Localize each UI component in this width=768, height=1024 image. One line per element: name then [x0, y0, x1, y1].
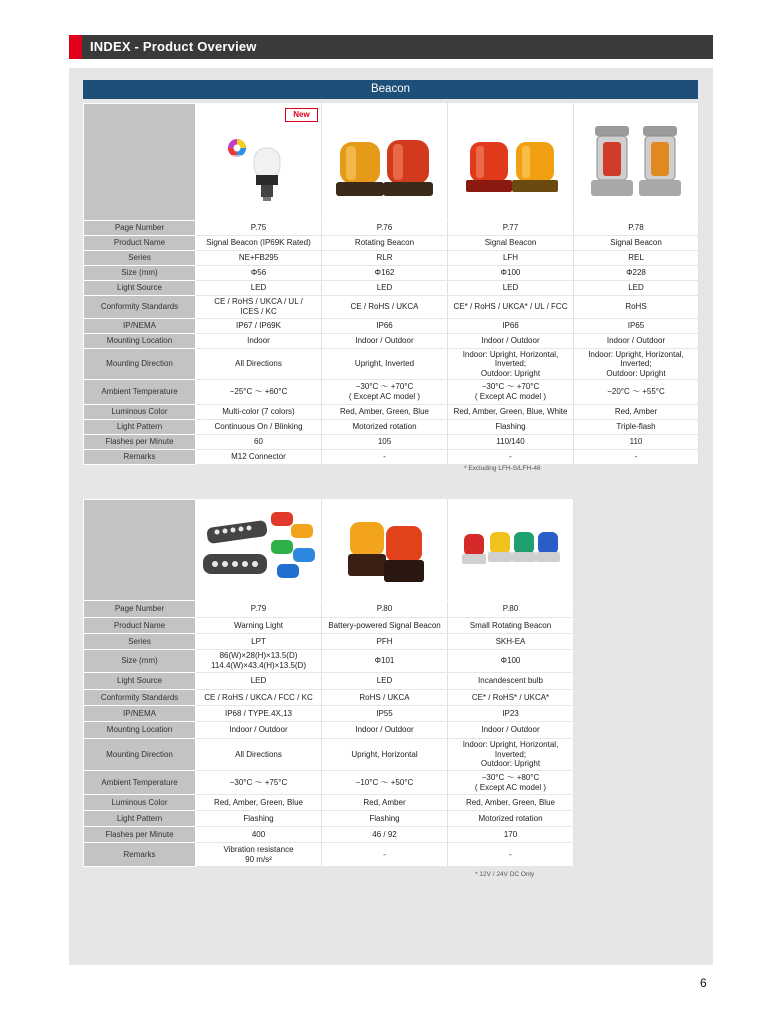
cell-mounting-direction [448, 349, 574, 380]
cell-ambient [322, 380, 448, 405]
label-ambient: Ambient Temperature [84, 771, 196, 795]
small-rotating-beacon-icon [456, 502, 566, 598]
label-flashes: Flashes per Minute [84, 435, 196, 450]
cell-light-pattern: Flashing [448, 420, 574, 435]
warning-light-icon [199, 502, 319, 598]
ambient-line: −30°C ～ +70°C [481, 382, 540, 392]
header-accent [69, 35, 82, 59]
row-flashes [84, 827, 574, 843]
cell-mounting-direction: Upright, Inverted [322, 349, 448, 380]
cell-product-name: Rotating Beacon [322, 236, 448, 251]
cell-size: Φ101 [322, 650, 448, 673]
cell-ip: IP66 [448, 319, 574, 334]
photo-row [84, 500, 574, 601]
cell-remarks: M12 Connector [196, 450, 322, 465]
row-light-pattern [84, 420, 699, 435]
label-remarks: Remarks [84, 843, 196, 867]
conformity-line: ICES / KC [240, 307, 277, 316]
cell-ip: IP66 [322, 319, 448, 334]
row-luminous-color [84, 405, 699, 420]
row-mounting-location [84, 334, 699, 349]
cell-mounting-location: Indoor / Outdoor [574, 334, 699, 349]
footnote-1: * Excluding LFH-S/LFH-48 [464, 465, 541, 472]
label-ip: IP/NEMA [84, 319, 196, 334]
cell-product-name: Battery-powered Signal Beacon [322, 618, 448, 634]
battery-beacon-icon [330, 502, 440, 598]
cell-mounting-direction [448, 739, 574, 771]
cell-ambient: −20°C ～ +55°C [574, 380, 699, 405]
label-size: Size (mm) [84, 266, 196, 281]
remarks-line: Vibration resistance [223, 844, 294, 854]
cell-flashes: 60 [196, 435, 322, 450]
photo-label-cell [84, 104, 196, 221]
cell-product-name: Warning Light [196, 618, 322, 634]
product-photo-rlr [322, 104, 448, 221]
cell-luminous-color: Red, Amber, Green, Blue [196, 795, 322, 811]
cell-product-name: Small Rotating Beacon [448, 618, 574, 634]
cell-luminous-color: Red, Amber [322, 795, 448, 811]
row-mounting-location [84, 722, 574, 739]
row-mounting-direction [84, 349, 699, 380]
cell-mounting-location: Indoor / Outdoor [322, 334, 448, 349]
label-series: Series [84, 251, 196, 266]
label-light-pattern: Light Pattern [84, 811, 196, 827]
mounting-line: Indoor: Upright, Horizontal, [588, 349, 684, 359]
row-ip [84, 706, 574, 722]
mounting-line: Inverted; [620, 359, 652, 369]
cell-page: P.80 [448, 601, 574, 618]
product-photo-pfh [322, 500, 448, 601]
row-remarks [84, 450, 699, 465]
product-photo-ne-fb295 [196, 104, 322, 221]
mounting-line: Indoor: Upright, Horizontal, [462, 349, 559, 359]
cell-luminous-color: Red, Amber, Green, Blue [448, 795, 574, 811]
product-photo-skh-ea [448, 500, 574, 601]
cell-light-source: LED [574, 281, 699, 296]
label-luminous-color: Luminous Color [84, 795, 196, 811]
cell-mounting-location: Indoor [196, 334, 322, 349]
cell-mounting-location: Indoor / Outdoor [322, 722, 448, 739]
cell-ip: IP23 [448, 706, 574, 722]
row-page-number [84, 221, 699, 236]
cell-series: SKH-EA [448, 634, 574, 650]
cell-light-pattern: Flashing [322, 811, 448, 827]
cell-light-source: LED [196, 281, 322, 296]
cell-light-pattern: Motorized rotation [322, 420, 448, 435]
cell-conformity: RoHS [574, 296, 699, 319]
cell-flashes: 105 [322, 435, 448, 450]
row-ambient [84, 380, 699, 405]
label-remarks: Remarks [84, 450, 196, 465]
cell-light-pattern: Continuous On / Blinking [196, 420, 322, 435]
cell-luminous-color: Red, Amber, Green, Blue [322, 405, 448, 420]
cell-product-name: Signal Beacon [448, 236, 574, 251]
cell-flashes: 110 [574, 435, 699, 450]
label-luminous-color: Luminous Color [84, 405, 196, 420]
ambient-line: ( Except AC model ) [474, 392, 547, 401]
cell-series: LFH [448, 251, 574, 266]
beacon-spec-table-1 [83, 103, 699, 465]
cell-light-source: LED [448, 281, 574, 296]
cell-flashes: 46 / 92 [322, 827, 448, 843]
cell-ambient: −10°C ～ +50°C [322, 771, 448, 795]
cell-page: P.78 [574, 221, 699, 236]
cell-flashes: 170 [448, 827, 574, 843]
row-mounting-direction [84, 739, 574, 771]
label-ip: IP/NEMA [84, 706, 196, 722]
cell-conformity: CE / RoHS / UKCA [322, 296, 448, 319]
cell-size [196, 650, 322, 673]
cell-size: Φ100 [448, 266, 574, 281]
multicolor-led-beacon-icon [209, 112, 309, 212]
label-light-source: Light Source [84, 281, 196, 296]
cell-light-source: Incandescent bulb [448, 673, 574, 690]
label-mounting-location: Mounting Location [84, 334, 196, 349]
label-ambient: Ambient Temperature [84, 380, 196, 405]
label-conformity: Conformity Standards [84, 690, 196, 706]
cell-light-source: LED [322, 673, 448, 690]
label-flashes: Flashes per Minute [84, 827, 196, 843]
cell-remarks [196, 843, 322, 867]
cell-light-pattern: Triple-flash [574, 420, 699, 435]
cell-remarks: - [448, 450, 574, 465]
mounting-line: Outdoor: Upright [480, 368, 541, 378]
row-product-name [84, 618, 574, 634]
ambient-line: ( Except AC model ) [348, 392, 421, 401]
cell-mounting-direction: All Directions [196, 739, 322, 771]
cell-mounting-location: Indoor / Outdoor [196, 722, 322, 739]
cell-mounting-direction: All Directions [196, 349, 322, 380]
cell-page: P.79 [196, 601, 322, 618]
row-luminous-color [84, 795, 574, 811]
page-title: INDEX - Product Overview [90, 39, 257, 54]
ambient-line: −30°C ～ +80°C [481, 772, 540, 782]
cell-series: LPT [196, 634, 322, 650]
cell-page: P.80 [322, 601, 448, 618]
cell-light-pattern: Motorized rotation [448, 811, 574, 827]
row-ip [84, 319, 699, 334]
label-product-name: Product Name [84, 618, 196, 634]
product-photo-rel [574, 104, 699, 221]
cell-series: REL [574, 251, 699, 266]
cell-ip: IP65 [574, 319, 699, 334]
mounting-line: Indoor: Upright, Horizontal, [462, 740, 559, 750]
cell-mounting-location: Indoor / Outdoor [448, 722, 574, 739]
size-line: 114.4(W)×43.4(H)×13.5(D) [211, 661, 306, 670]
row-conformity [84, 296, 699, 319]
ambient-line: −30°C ～ +70°C [355, 382, 414, 392]
cell-luminous-color: Red, Amber, Green, Blue, White [448, 405, 574, 420]
cell-conformity: RoHS / UKCA [322, 690, 448, 706]
cell-flashes: 400 [196, 827, 322, 843]
mounting-line: Outdoor: Upright [480, 759, 541, 769]
row-series [84, 251, 699, 266]
cell-size: Φ162 [322, 266, 448, 281]
mounting-line: Inverted; [494, 359, 527, 369]
remarks-line: 90 m/s² [245, 854, 272, 864]
cell-ambient [448, 380, 574, 405]
row-flashes [84, 435, 699, 450]
cell-ip: IP67 / IP69K [196, 319, 322, 334]
cell-ip: IP55 [322, 706, 448, 722]
cell-series: NE+FB295 [196, 251, 322, 266]
cell-conformity: CE* / RoHS* / UKCA* [448, 690, 574, 706]
cell-ip: IP68 / TYPE.4X,13 [196, 706, 322, 722]
cell-size: Φ100 [448, 650, 574, 673]
new-badge: New [285, 108, 318, 122]
beacon-spec-table-2 [83, 499, 574, 867]
product-photo-lfh [448, 104, 574, 221]
ambient-line: ( Except AC model ) [474, 782, 547, 792]
cell-luminous-color: Red, Amber [574, 405, 699, 420]
label-mounting-location: Mounting Location [84, 722, 196, 739]
label-series: Series [84, 634, 196, 650]
cell-page: P.77 [448, 221, 574, 236]
row-ambient [84, 771, 574, 795]
mounting-line: Outdoor: Upright [606, 368, 666, 378]
size-line: 86(W)×28(H)×13.5(D) [219, 651, 298, 661]
cell-ambient: −30°C ～ +75°C [196, 771, 322, 795]
cell-conformity: CE / RoHS / UKCA / FCC / KC [196, 690, 322, 706]
page-number: 6 [700, 976, 707, 990]
row-page-number [84, 601, 574, 618]
row-light-source [84, 281, 699, 296]
product-photo-lpt [196, 500, 322, 601]
cell-series: PFH [322, 634, 448, 650]
row-size [84, 650, 574, 673]
photo-label-cell [84, 500, 196, 601]
label-light-pattern: Light Pattern [84, 420, 196, 435]
cell-size: Φ56 [196, 266, 322, 281]
section-title-beacon: Beacon [83, 80, 698, 99]
industrial-beacon-icon [581, 112, 691, 212]
row-size [84, 266, 699, 281]
label-size: Size (mm) [84, 650, 196, 673]
cell-page: P.75 [196, 221, 322, 236]
cell-remarks: - [574, 450, 699, 465]
cell-conformity: CE* / RoHS / UKCA* / UL / FCC [448, 296, 574, 319]
row-series [84, 634, 574, 650]
cell-series: RLR [322, 251, 448, 266]
row-light-source [84, 673, 574, 690]
cell-product-name: Signal Beacon [574, 236, 699, 251]
label-page-number: Page Number [84, 601, 196, 618]
footnote-2: * 12V / 24V DC Only [475, 871, 535, 878]
label-conformity: Conformity Standards [84, 296, 196, 319]
conformity-line: CE / RoHS / UKCA / UL / [214, 297, 303, 307]
row-light-pattern [84, 811, 574, 827]
cell-page: P.76 [322, 221, 448, 236]
cell-remarks: - [448, 843, 574, 867]
row-remarks [84, 843, 574, 867]
cell-light-pattern: Flashing [196, 811, 322, 827]
rotating-beacon-icon [330, 112, 440, 212]
row-product-name [84, 236, 699, 251]
label-mounting-direction: Mounting Direction [84, 739, 196, 771]
cell-remarks: - [322, 450, 448, 465]
row-conformity [84, 690, 574, 706]
mounting-line: Inverted; [494, 749, 527, 759]
cell-size: Φ228 [574, 266, 699, 281]
label-product-name: Product Name [84, 236, 196, 251]
signal-beacon-icon [456, 112, 566, 212]
cell-light-source: LED [322, 281, 448, 296]
cell-ambient [448, 771, 574, 795]
label-mounting-direction: Mounting Direction [84, 349, 196, 380]
cell-mounting-direction: Upright, Horizontal [322, 739, 448, 771]
photo-row [84, 104, 699, 221]
cell-flashes: 110/140 [448, 435, 574, 450]
cell-mounting-location: Indoor / Outdoor [448, 334, 574, 349]
cell-ambient: −25°C ～ +60°C [196, 380, 322, 405]
cell-luminous-color: Multi-color (7 colors) [196, 405, 322, 420]
cell-product-name: Signal Beacon (IP69K Rated) [196, 236, 322, 251]
cell-conformity [196, 296, 322, 319]
cell-light-source: LED [196, 673, 322, 690]
label-page-number: Page Number [84, 221, 196, 236]
cell-remarks: - [322, 843, 448, 867]
cell-mounting-direction [574, 349, 699, 380]
label-light-source: Light Source [84, 673, 196, 690]
